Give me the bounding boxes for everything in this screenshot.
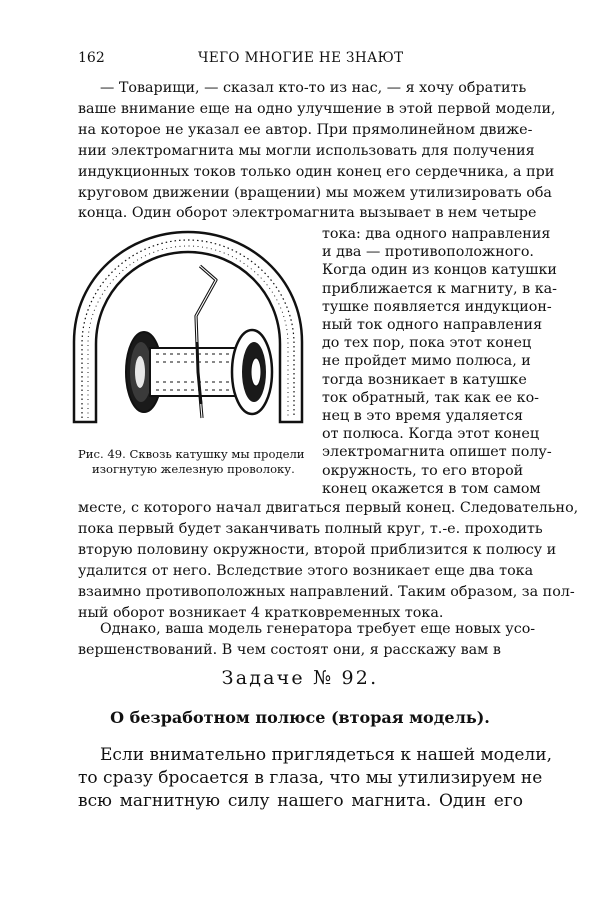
text-line: Когда один из концов катушки xyxy=(322,262,557,279)
text-line: индукционных токов только один конец его сердечника, а при xyxy=(78,164,555,180)
task-heading: Задаче № 92. xyxy=(221,667,379,689)
text-line: круговом движении (вращении) мы можем утилизировать оба xyxy=(78,185,552,201)
text-line: то сразу бросается в глаза, что мы утилизируем не xyxy=(78,768,543,788)
text-line: от полюса. Когда этот конец xyxy=(322,426,540,443)
text-line: ток обратный, так как ее ко- xyxy=(322,389,540,406)
text-line: всю магнитную силу нашего магнита. Один его xyxy=(78,791,523,811)
text-line: тока: два одного направления xyxy=(322,226,551,242)
figure-caption: изогнутую железную проволоку. xyxy=(92,462,295,476)
text-line: удалится от него. Вследствие этого возникает еще два тока xyxy=(78,563,534,579)
text-line: ный оборот возникает 4 кратковременных тока. xyxy=(78,605,444,621)
figure-caption: Рис. 49. Сквозь катушку мы продели xyxy=(78,447,305,461)
text-line: тогда возникает в катушке xyxy=(322,371,527,388)
task-subheading: О безработном полюсе (вторая модель). xyxy=(110,708,490,727)
text-line: до тех пор, пока этот конец xyxy=(322,335,532,352)
text-line: вторую половину окружности, второй приблизится к полюсу и xyxy=(78,542,557,558)
text-line: электромагнита опишет полу- xyxy=(322,444,552,461)
text-line: взаимно противоположных направлений. Таким образом, за пол- xyxy=(78,584,575,600)
text-line: приближается к магниту, в ка- xyxy=(322,280,558,297)
text-line: конца. Один оборот электромагнита вызывает в нем четыре xyxy=(78,205,537,221)
text-line: конец окажется в том самом xyxy=(322,480,541,497)
text-line: не пройдет мимо полюса, и xyxy=(322,353,531,370)
text-line: Однако, ваша модель генератора требует еще новых усо- xyxy=(100,621,536,637)
coil-on-wire-illustration xyxy=(68,222,308,430)
text-line: тушке появляется индукцион- xyxy=(322,298,552,315)
text-line: и два — противоположного. xyxy=(322,244,534,261)
page-header xyxy=(78,50,528,70)
figure-49 xyxy=(68,222,308,430)
text-line: окружность, то его второй xyxy=(322,462,524,479)
running-title: ЧЕГО МНОГИЕ НЕ ЗНАЮТ xyxy=(198,50,404,66)
text-line: на которое не указал ее автор. При прямолинейном движе- xyxy=(78,122,533,138)
page-number: 162 xyxy=(78,50,105,66)
text-line: Если внимательно приглядеться к нашей модели, xyxy=(100,745,552,765)
text-line: пока первый будет заканчивать полный круг, т.-е. проходить xyxy=(78,521,543,537)
text-line: — Товарищи, — сказал кто-то из нас, — я хочу обратить xyxy=(100,80,527,96)
text-line: ный ток одного направления xyxy=(322,317,543,333)
text-line: вершенствований. В чем состоят они, я расскажу вам в xyxy=(78,642,501,658)
text-line: месте, с которого начал двигаться первый конец. Следовательно, xyxy=(78,500,579,516)
text-line: нец в это время удаляется xyxy=(322,408,523,424)
text-line: ваше внимание еще на одно улучшение в этой первой модели, xyxy=(78,101,556,117)
text-line: нии электромагнита мы могли использовать для получения xyxy=(78,143,535,159)
